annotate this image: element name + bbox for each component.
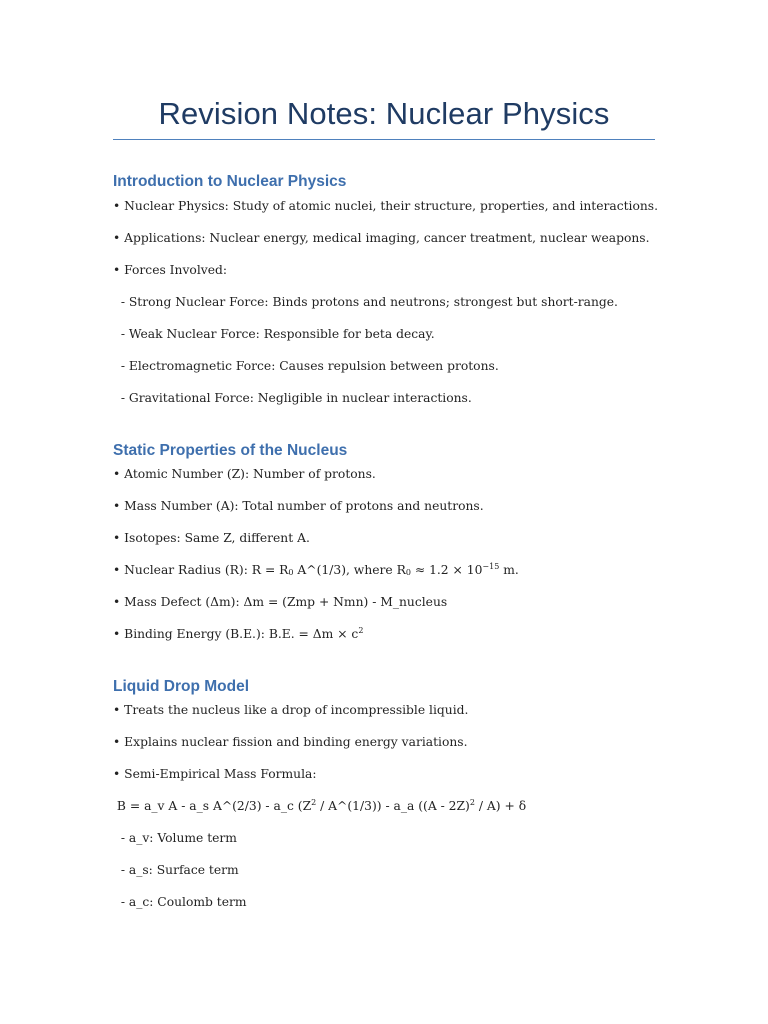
liquid-line-treats: • Treats the nucleus like a drop of incompressible liquid. xyxy=(113,703,469,717)
static-line-binding-energy xyxy=(113,626,363,642)
static-line-isotopes: • Isotopes: Same Z, different A. xyxy=(113,531,310,545)
intro-line-weak-force: - Weak Nuclear Force: Responsible for beta decay. xyxy=(113,327,435,341)
intro-line-forces: • Forces Involved: xyxy=(113,263,227,277)
radius-subscript-1: 0 xyxy=(288,568,294,577)
liquid-line-semf-formula xyxy=(113,798,526,814)
liquid-line-volume-term: - a_v: Volume term xyxy=(113,831,237,845)
radius-exponent: −15 xyxy=(482,562,500,571)
liquid-line-semf-label: • Semi-Empirical Mass Formula: xyxy=(113,767,317,781)
static-line-nuclear-radius xyxy=(113,562,519,578)
radius-text-prefix: • Nuclear Radius (R): R = R xyxy=(113,563,289,577)
intro-line-definition: • Nuclear Physics: Study of atomic nuclei, their structure, properties, and interactions. xyxy=(113,199,659,213)
radius-text-mid2: ≈ 1.2 × 10 xyxy=(410,563,483,577)
section-heading-liquid-drop: Liquid Drop Model xyxy=(113,678,250,695)
title-divider xyxy=(113,139,655,140)
liquid-line-surface-term: - a_s: Surface term xyxy=(113,863,239,877)
document-title: Revision Notes: Nuclear Physics xyxy=(158,96,610,131)
liquid-line-explains: • Explains nuclear fission and binding energy variations. xyxy=(113,735,468,749)
intro-line-gravity: - Gravitational Force: Negligible in nuclear interactions. xyxy=(113,391,472,405)
formula-exponent-1: 2 xyxy=(311,798,317,807)
static-line-atomic-number: • Atomic Number (Z): Number of protons. xyxy=(113,467,376,481)
intro-line-applications: • Applications: Nuclear energy, medical imaging, cancer treatment, nuclear weapons. xyxy=(113,231,650,245)
section-heading-intro: Introduction to Nuclear Physics xyxy=(113,173,347,190)
radius-text-suffix: m. xyxy=(499,563,519,577)
binding-energy-text: • Binding Energy (B.E.): B.E. = Δm × c xyxy=(113,627,359,641)
binding-energy-exponent: 2 xyxy=(358,626,364,635)
radius-subscript-2: 0 xyxy=(405,568,411,577)
intro-line-em-force: - Electromagnetic Force: Causes repulsion between protons. xyxy=(113,359,499,373)
static-line-mass-number: • Mass Number (A): Total number of protons and neutrons. xyxy=(113,499,484,513)
formula-part-2: / A^(1/3)) - a_a ((A - 2Z) xyxy=(316,799,470,813)
formula-part-3: / A) + δ xyxy=(474,799,527,813)
formula-part-1: B = a_v A - a_s A^(2/3) - a_c (Z xyxy=(113,799,312,813)
formula-exponent-2: 2 xyxy=(469,798,475,807)
static-line-mass-defect: • Mass Defect (Δm): Δm = (Zmp + Nmn) - M_nucleus xyxy=(113,595,448,609)
section-heading-static: Static Properties of the Nucleus xyxy=(113,442,348,459)
liquid-line-coulomb-term: - a_c: Coulomb term xyxy=(113,895,247,909)
radius-text-mid: A^(1/3), where R xyxy=(293,563,406,577)
intro-line-strong-force: - Strong Nuclear Force: Binds protons and neutrons; strongest but short-range. xyxy=(113,295,618,309)
